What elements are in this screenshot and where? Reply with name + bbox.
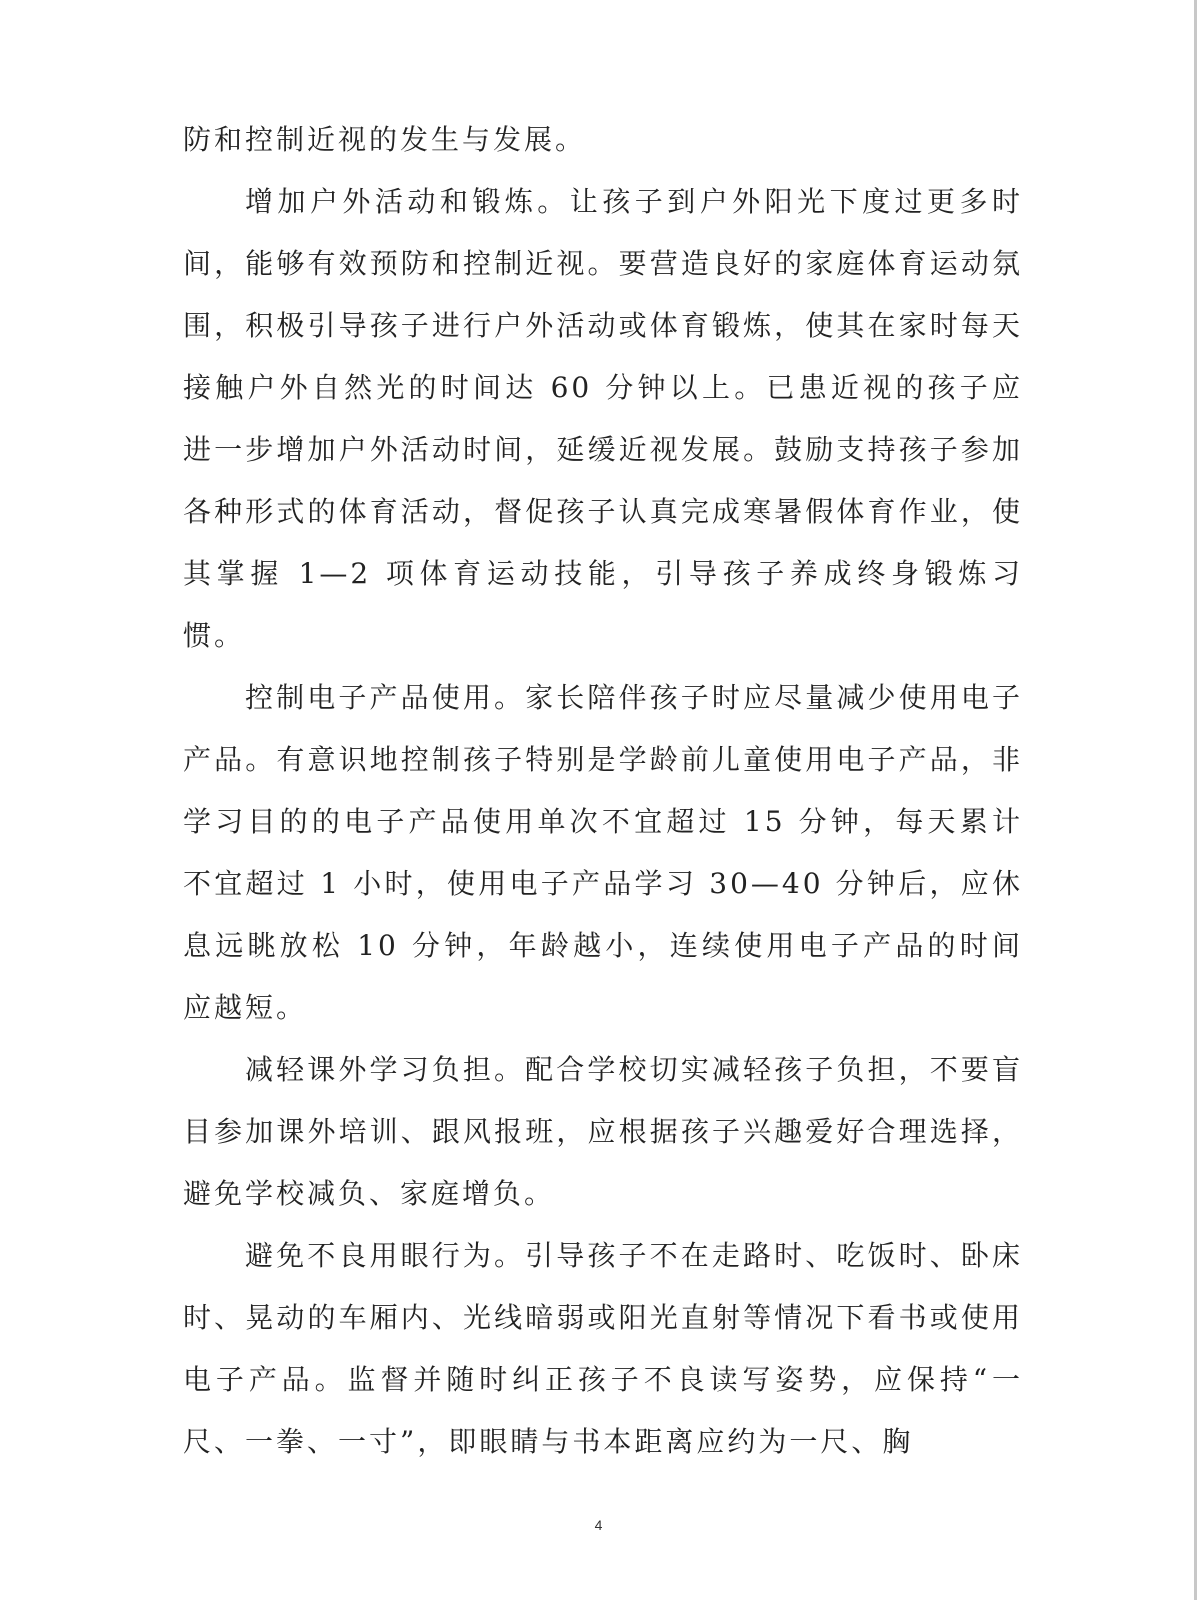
page-number: 4 bbox=[594, 1517, 603, 1533]
paragraph-study-burden: 减轻课外学习负担。配合学校切实减轻孩子负担，不要盲目参加课外培训、跟风报班，应根据孩子兴趣爱好合理选择，避免学校减负、家庭增负。 bbox=[183, 1053, 1023, 1210]
body-text bbox=[183, 109, 1023, 1473]
paragraph-continuation: 防和控制近视的发生与发展。 bbox=[183, 123, 587, 156]
paragraph-outdoor-activity: 增加户外活动和锻炼。让孩子到户外阳光下度过更多时间，能够有效预防和控制近视。要营造良好的家庭体育运动氛围，积极引导孩子进行户外活动或体育锻炼，使其在家时每天接触户外自然光的时间达 60 分钟以上。已患近视的孩子应进一步增加户外活动时间，延缓近视发展。鼓励支持孩子参加各种形式的体育活动，督促孩子认真完成寒暑假体育作业，使其掌握 1—2 项体育运动技能，引导孩子养成终身锻炼习惯。 bbox=[183, 185, 1023, 652]
paragraph-electronic-products: 控制电子产品使用。家长陪伴孩子时应尽量减少使用电子产品。有意识地控制孩子特别是学龄前儿童使用电子产品，非学习目的的电子产品使用单次不宜超过 15 分钟，每天累计不宜超过 1 小时，使用电子产品学习 30—40 分钟后，应休息远眺放松 10 分钟，年龄越小，连续使用电子产品的时间应越短。 bbox=[183, 681, 1023, 1024]
paragraph-eye-habits: 避免不良用眼行为。引导孩子不在走路时、吃饭时、卧床时、晃动的车厢内、光线暗弱或阳光直射等情况下看书或使用电子产品。监督并随时纠正孩子不良读写姿势，应保持“一尺、一拳、一寸”，即眼睛与书本距离应约为一尺、胸 bbox=[183, 1239, 1023, 1458]
